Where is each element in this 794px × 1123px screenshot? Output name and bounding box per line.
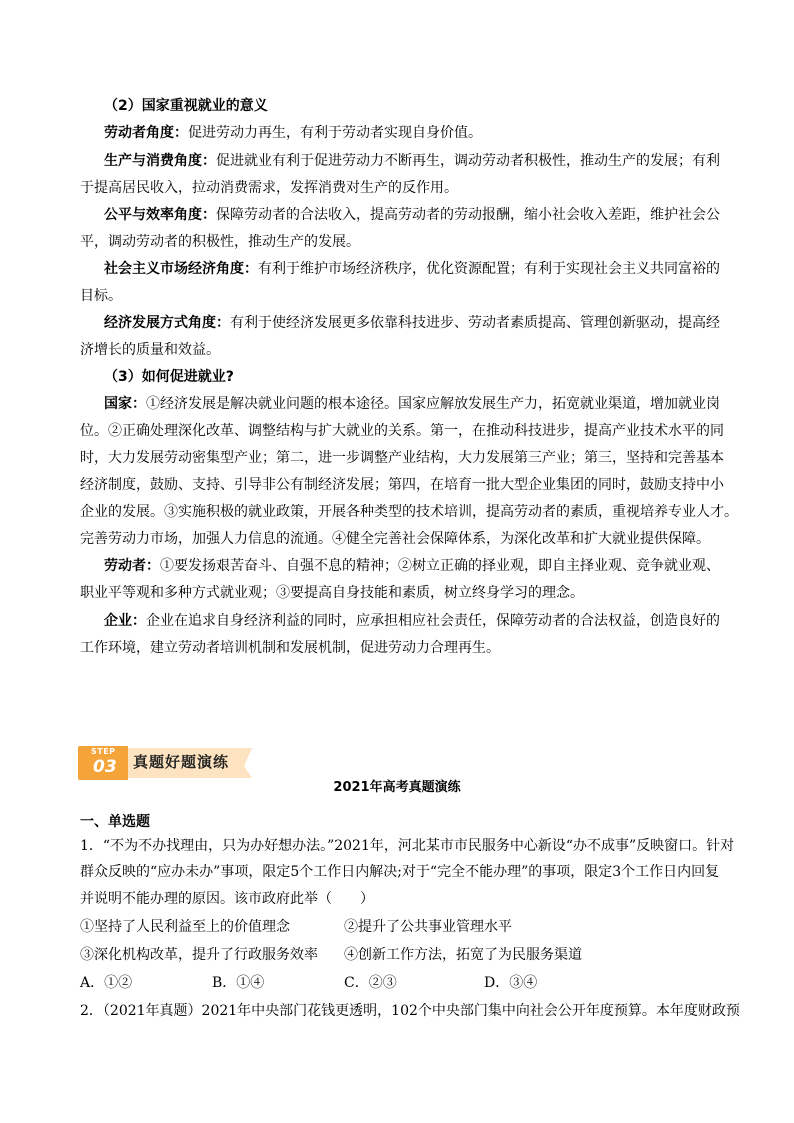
section2-item-labor: 劳动者角度：促进劳动力再生，有利于劳动者实现自身价值。	[104, 125, 482, 141]
step-title: 真题好题演练	[133, 753, 230, 771]
section3-item-state-line5: 企业的发展。③实施积极的就业政策，开展各种类型的技术培训，提高劳动者的素质，重视培养专业人才。	[80, 504, 738, 520]
section2-item-development-cont: 济增长的质量和效益。	[80, 342, 220, 358]
step-number: 03	[93, 757, 117, 777]
section3-item-enterprise-cont: 工作环境，建立劳动者培训机制和发展机制，促进劳动力合理再生。	[80, 640, 500, 656]
section3-item-state-line4: 经济制度，鼓励、支持、引导非公有制经济发展；第四，在培育一批大型企业集团的同时，鼓励支持中小	[80, 477, 724, 493]
q1-statement-1: ①坚持了人民利益至上的价值理念	[80, 919, 290, 935]
q1-choice-a[interactable]: A．①②	[80, 975, 133, 991]
section2-item-market: 社会主义市场经济角度：有利于维护市场经济秩序，优化资源配置；有利于实现社会主义共同富裕的	[104, 261, 720, 277]
section2-item-market-cont: 目标。	[80, 288, 122, 304]
section3-item-state-line3: 时，大力发展劳动密集型产业；第二，进一步调整产业结构，大力发展第三产业；第三，坚持和完善基本	[80, 450, 724, 466]
section2-item-production: 生产与消费角度：促进就业有利于促进劳动力不断再生，调动劳动者积极性，推动生产的发展；有利	[104, 153, 720, 169]
q1-line2: 群众反映的“应办未办”事项，限定5个工作日内解决;对于“完全不能办理”的事项，限定3个工作日内回复	[80, 864, 720, 880]
section3-item-enterprise: 企业：企业在追求自身经济利益的同时，应承担相应社会责任，保障劳动者的合法权益，创造良好的	[104, 613, 720, 629]
section2-item-fairness: 公平与效率角度：保障劳动者的合法收入，提高劳动者的劳动报酬，缩小社会收入差距，维护社会公	[104, 207, 720, 223]
q1-choice-b[interactable]: B．①④	[212, 975, 265, 991]
section3-item-state: 国家：①经济发展是解决就业问题的根本途径。国家应解放发展生产力，拓宽就业渠道，增加就业岗	[104, 396, 720, 412]
part-heading: 一、单选题	[80, 814, 150, 830]
q1-statement-3: ③深化机构改革，提升了行政服务效率	[80, 947, 318, 963]
q1-statement-2: ②提升了公共事业管理水平	[344, 919, 512, 935]
section3-heading: （3）如何促进就业?	[104, 369, 234, 385]
q1-statement-4: ④创新工作方法，拓宽了为民服务渠道	[344, 947, 582, 963]
section2-item-fairness-cont: 平，调动劳动者的积极性，推动生产的发展。	[80, 234, 360, 250]
q1-choice-d[interactable]: D．③④	[484, 975, 538, 991]
q1-line3: 并说明不能办理的原因。该市政府此举（ ）	[80, 891, 374, 907]
section2-heading: （2）国家重视就业的意义	[104, 98, 268, 114]
section3-item-state-line6: 完善劳动力市场，加强人力信息的流通。④健全完善社会保障体系，为深化改革和扩大就业提供保障。	[80, 531, 710, 547]
section2-item-development: 经济发展方式角度：有利于使经济发展更多依靠科技进步、劳动者素质提高、管理创新驱动，提高经	[104, 315, 720, 331]
section2-item-production-cont: 于提高居民收入，拉动消费需求，发挥消费对生产的反作用。	[80, 180, 458, 196]
section3-item-worker: 劳动者：①要发扬艰苦奋斗、自强不息的精神；②树立正确的择业观，即自主择业观、竞争就业观、	[104, 558, 720, 574]
q1-choice-c[interactable]: C．②③	[344, 975, 397, 991]
section3-item-worker-cont: 职业平等观和多种方式就业观；③要提高自身技能和素质，树立终身学习的理念。	[80, 585, 584, 601]
section3-item-state-line2: 位。②正确处理深化改革、调整结构与扩大就业的关系。第一，在推动科技进步，提高产业技术水平的同	[80, 423, 724, 439]
step-word: STEP	[91, 747, 116, 756]
exam-title: 2021年高考真题演练	[333, 780, 461, 795]
q1-line1: 1．“不为不办找理由，只为办好想办法。”2021年，河北某市市民服务中心新设“办不成事”反映窗口。针对	[80, 838, 735, 854]
q2-line1: 2．（2021年真题）2021年中央部门花钱更透明，102个中央部门集中向社会公开年度预算。本年度财政预	[80, 1003, 740, 1019]
